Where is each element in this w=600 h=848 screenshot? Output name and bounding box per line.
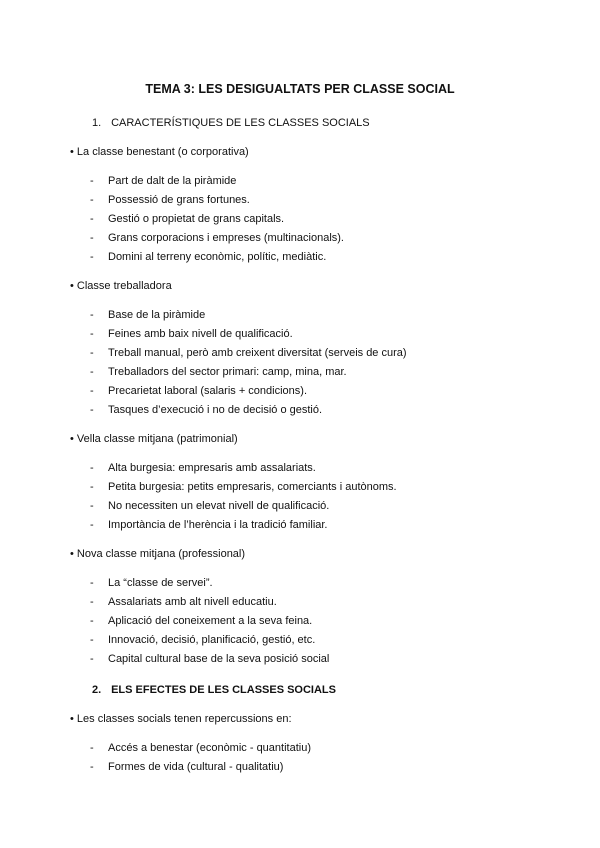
list-item bbox=[90, 653, 329, 665]
list-item bbox=[90, 404, 322, 416]
list-item bbox=[90, 328, 293, 340]
group-heading: • Vella classe mitjana (patrimonial) bbox=[70, 433, 238, 445]
group-heading: • Nova classe mitjana (professional) bbox=[70, 548, 246, 560]
list-item bbox=[90, 596, 277, 608]
list-item bbox=[90, 500, 329, 512]
list-item bbox=[90, 519, 328, 531]
list-item-text: Importància de l’herència i la tradició familiar. bbox=[108, 519, 328, 531]
list-item-text: Assalariats amb alt nivell educatiu. bbox=[108, 596, 277, 608]
section-number: 1. bbox=[92, 117, 102, 129]
list-item-text: Treballadors del sector primari: camp, mina, mar. bbox=[108, 366, 347, 378]
dash-marker: - bbox=[90, 634, 94, 646]
list-item bbox=[90, 232, 344, 244]
section-number: 2. bbox=[92, 684, 102, 696]
dash-marker: - bbox=[90, 194, 94, 206]
list-item-text: Tasques d’execució i no de decisió o gestió. bbox=[108, 404, 323, 416]
dash-marker: - bbox=[90, 385, 94, 397]
list-item bbox=[90, 309, 205, 321]
list-item bbox=[90, 615, 312, 627]
dash-marker: - bbox=[90, 596, 94, 608]
list-item-text: Precarietat laboral (salaris + condicions). bbox=[108, 385, 308, 397]
list-item-text: Part de dalt de la piràmide bbox=[108, 175, 237, 187]
list-item-text: Gestió o propietat de grans capitals. bbox=[108, 213, 285, 225]
dash-marker: - bbox=[90, 347, 94, 359]
dash-marker: - bbox=[90, 462, 94, 474]
dash-marker: - bbox=[90, 761, 94, 773]
dash-marker: - bbox=[90, 577, 94, 589]
dash-marker: - bbox=[90, 328, 94, 340]
list-item-text: Petita burgesia: petits empresaris, comerciants i autònoms. bbox=[108, 481, 397, 493]
list-item-text: Possessió de grans fortunes. bbox=[108, 194, 250, 206]
list-item bbox=[90, 577, 213, 589]
list-item-text: Accés a benestar (econòmic - quantitatiu) bbox=[108, 742, 311, 754]
list-item-text: Feines amb baix nivell de qualificació. bbox=[108, 328, 293, 340]
list-item-text: No necessiten un elevat nivell de qualificació. bbox=[108, 500, 330, 512]
group-heading: • Les classes socials tenen repercussions en: bbox=[70, 713, 292, 725]
list-item bbox=[90, 251, 326, 263]
section-2-heading bbox=[92, 684, 336, 696]
list-item bbox=[90, 634, 315, 646]
list-item-text: La “classe de servei”. bbox=[108, 577, 213, 589]
dash-marker: - bbox=[90, 232, 94, 244]
dash-marker: - bbox=[90, 742, 94, 754]
dash-marker: - bbox=[90, 366, 94, 378]
list-item-text: Formes de vida (cultural - qualitatiu) bbox=[108, 761, 284, 773]
list-item bbox=[90, 213, 284, 225]
dash-marker: - bbox=[90, 615, 94, 627]
dash-marker: - bbox=[90, 653, 94, 665]
list-item-text: Innovació, decisió, planificació, gestió, etc. bbox=[108, 634, 316, 646]
section-title: CARACTERÍSTIQUES DE LES CLASSES SOCIALS bbox=[111, 117, 370, 129]
list-item bbox=[90, 175, 236, 187]
list-item bbox=[90, 761, 283, 773]
section-1-heading bbox=[92, 117, 370, 129]
dash-marker: - bbox=[90, 251, 94, 263]
list-item-text: Alta burgesia: empresaris amb assalariats. bbox=[108, 462, 316, 474]
list-item bbox=[90, 347, 407, 359]
section-title: ELS EFECTES DE LES CLASSES SOCIALS bbox=[111, 684, 336, 696]
dash-marker: - bbox=[90, 213, 94, 225]
dash-marker: - bbox=[90, 404, 94, 416]
dash-marker: - bbox=[90, 481, 94, 493]
list-item-text: Aplicació del coneixement a la seva feina. bbox=[108, 615, 313, 627]
list-item-text: Treball manual, però amb creixent diversitat (serveis de cura) bbox=[108, 347, 407, 359]
dash-marker: - bbox=[90, 500, 94, 512]
dash-marker: - bbox=[90, 175, 94, 187]
group-heading: • La classe benestant (o corporativa) bbox=[70, 146, 249, 158]
list-item bbox=[90, 462, 316, 474]
list-item bbox=[90, 481, 397, 493]
dash-marker: - bbox=[90, 309, 94, 321]
dash-marker: - bbox=[90, 519, 94, 531]
list-item bbox=[90, 366, 347, 378]
group-heading: • Classe treballadora bbox=[70, 280, 172, 292]
list-item bbox=[90, 742, 311, 754]
page-title: TEMA 3: LES DESIGUALTATS PER CLASSE SOCIAL bbox=[145, 82, 455, 96]
list-item bbox=[90, 194, 250, 206]
list-item-text: Domini al terreny econòmic, polític, mediàtic. bbox=[108, 251, 327, 263]
list-item-text: Grans corporacions i empreses (multinacionals). bbox=[108, 232, 344, 244]
list-item-text: Base de la piràmide bbox=[108, 309, 206, 321]
list-item-text: Capital cultural base de la seva posició social bbox=[108, 653, 330, 665]
list-item bbox=[90, 385, 307, 397]
